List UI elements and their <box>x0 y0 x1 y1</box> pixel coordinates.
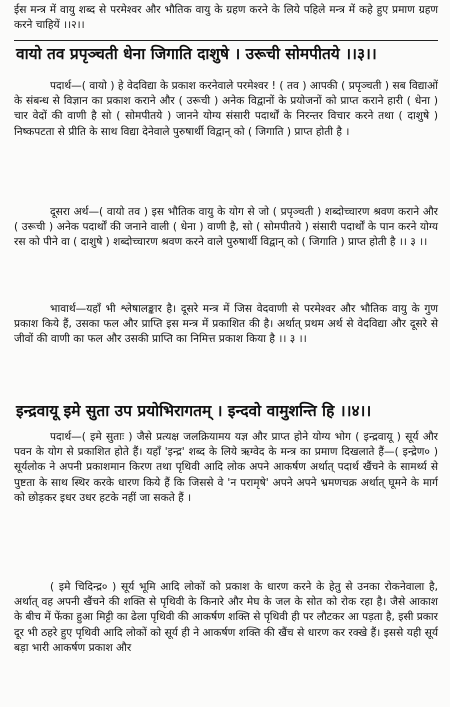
bhavartha-paragraph: भावार्थ—यहाँ भी श्लेषालङ्कार है। दूसरे मन्त्र में जिस वेदवाणी से परमेश्वर और भौतिक वायु के गुण प्रकाश किये हैं, उसका फल और प्राप्ति इस मन्त्र में प्रकाशित की है। अर्थात् प्रथम अर्थ से वेदविद्या और दूसरे से जीवों की वाणी का फल और उसकी प्राप्ति का निमित्त प्रकाश किया है ।। ३ ।। <box>14 303 438 346</box>
mantra-verse-3: वायो तव प्रपृञ्चती धेना जिगाति दाशुषे । उरूची सोमपीतये ।।३।। <box>16 45 377 63</box>
mantra-verse-4: इन्द्रवायू इमे सुता उप प्रयोभिरागतम् । इन्दवो वामुशन्ति हि ।।४।। <box>16 402 372 420</box>
ime-chidindra-paragraph: ( इमे चिदिन्द्र० ) सूर्य भूमि आदि लोकों को प्रकाश के धारण करने के हेतु से उनका रोकनेवाला है, अर्थात् वह अपनी खैंचने की शक्ति से पृथिवी के किनारे और मेघ के जल के सोत को रोक रहा है। जैसे आकाश के बीच में फेंका हुआ मिट्टी का ढेला पृथिवी की आकर्षण शक्ति से पृथिवी ही पर लौटकर आ पड़ता है, इसी प्रकार दूर भी ठहरे हुए पृथिवी आदि लोकों को सूर्य ही ने आकर्षण शक्ति की खैंच से धारण कर रक्खे हैं। इससे यही सूर्य बड़ा भारी आकर्षण प्रकाश और <box>14 581 438 654</box>
padartha-paragraph-1: पदार्थ—( वायो ) हे वेदविद्या के प्रकाश करनेवाले परमेश्वर ! ( तव ) आपकी ( प्रपृञ्चती ) सब विद्याओं के संबन्ध से विज्ञान का प्रकाश कराने और ( उरूची ) अनेक विद्वानों के प्रयोजनों को प्राप्त कराने हारी ( धेना ) चार वेदों की वाणी है सो ( सोमपीतये ) जानने योग्य संसारी पदार्थों के निरन्तर विचार करने तथा ( दाशुषे ) निष्कपटता से प्रीति के साथ विद्या देनेवाले पुरुषार्थी विद्वान् को ( जिगाति ) प्राप्त होती है । <box>14 80 438 138</box>
divider <box>14 40 438 41</box>
intro-paragraph: ईस मन्त्र में वायु शब्द से परमेश्वर और भौतिक वायु के ग्रहण करने के लिये पहिले मन्त्र में कहे हुए प्रमाण ग्रहण करने चाहियें ।।२।। <box>14 4 438 32</box>
padartha-paragraph-2: पदार्थ—( इमे सुताः ) जैसे प्रत्यक्ष जलक्रियामय यज्ञ और प्राप्त होने योग्य भोग ( इन्द्रवायू ) सूर्य और पवन के योग से प्रकाशित होते हैं। यहाँ 'इन्द्र' शब्द के लिये ऋग्वेद के मन्त्र का प्रमाण दिखलाते हैं—( इन्द्रेण० ) सूर्यलोक ने अपनी प्रकाशमान किरण तथा पृथिवी आदि लोक अपने आकर्षण अर्थात् पदार्थ खैंचने के सामर्थ्य से पुष्टता के साथ स्थिर करके धारण किये हैं कि जिससे वे 'न परामृषे' अपने अपने भ्रमणचक्र अर्थात् घूमने के मार्ग को छोड़कर इधर उधर हटके नहीं जा सकते हैं । <box>14 431 438 504</box>
second-meaning-paragraph: दूसरा अर्थ—( वायो तव ) इस भौतिक वायु के योग से जो ( प्रपृञ्चती ) शब्दोच्चारण श्रवण कराने और ( उरूची ) अनेक पदार्थों की जनाने वाली ( धेना ) वाणी है, सो ( सोमपीतये ) संसारी पदार्थों के पान करने योग्य रस को पीने वा ( दाशुषे ) शब्दोच्चारण श्रवण करने वाले पुरुषार्थी विद्वान् को ( जिगाति ) प्राप्त होती है ।। ३ ।। <box>14 206 438 249</box>
